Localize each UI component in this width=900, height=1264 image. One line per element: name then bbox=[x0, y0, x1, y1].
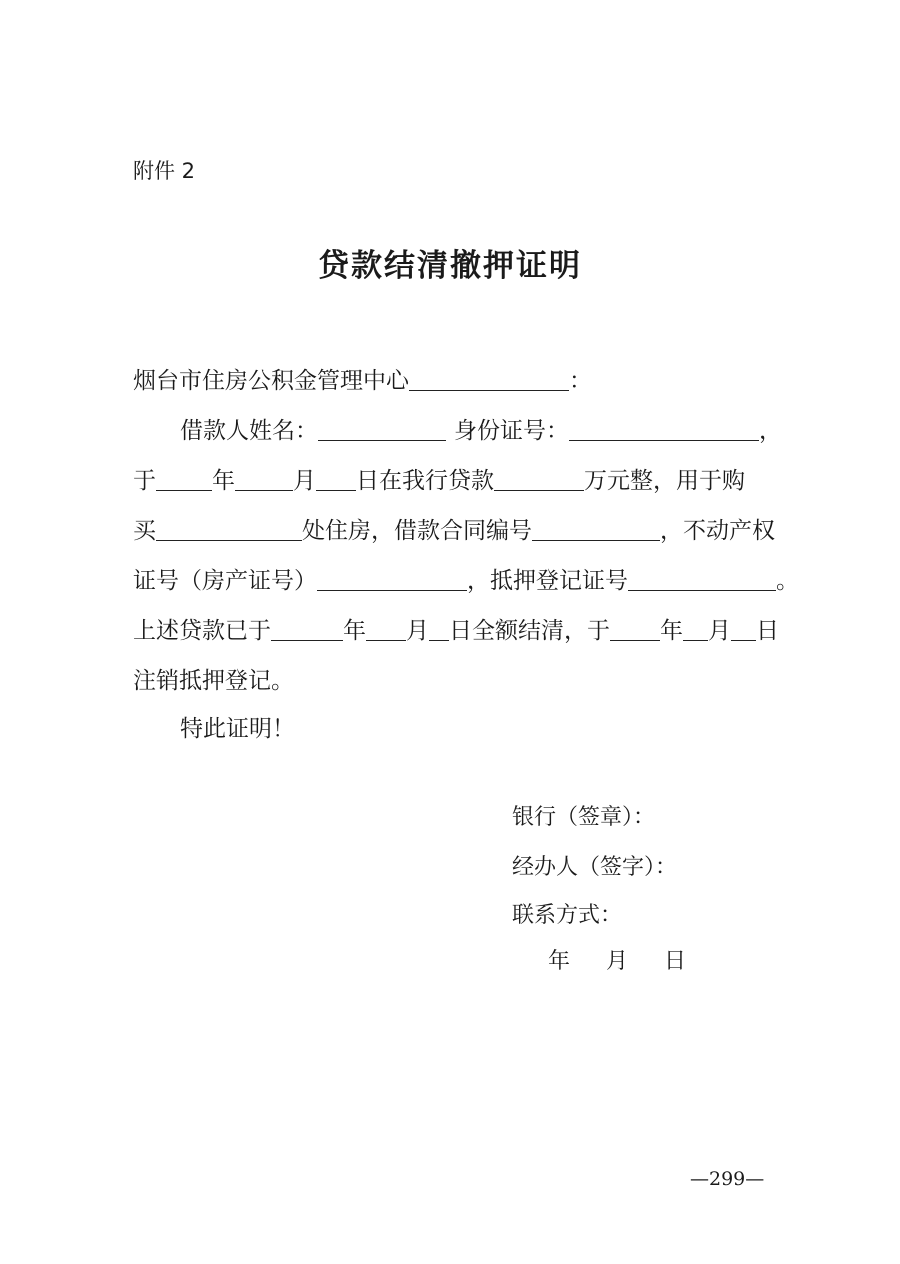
id-number-label: 身份证号： bbox=[454, 418, 569, 444]
borrower-name-blank[interactable] bbox=[318, 416, 446, 441]
contract-number-blank[interactable] bbox=[532, 516, 660, 541]
settle-text-month: 月 bbox=[406, 618, 429, 644]
bank-seal-label: 银行（签章）： bbox=[512, 805, 656, 830]
id-line-comma: ， bbox=[759, 418, 782, 444]
certificate-line bbox=[133, 562, 799, 595]
id-number-blank[interactable] bbox=[569, 416, 759, 441]
addressee-colon: ： bbox=[569, 368, 592, 394]
text-amount-use: 万元整，用于购 bbox=[584, 468, 745, 494]
text-mortgage-reg: ，抵押登记证号 bbox=[467, 568, 628, 594]
loan-amount-blank[interactable] bbox=[494, 466, 584, 491]
borrower-line bbox=[180, 412, 782, 445]
text-yu: 于 bbox=[133, 468, 156, 494]
addressee: 烟台市住房公积金管理中心 bbox=[133, 368, 409, 394]
cancel-year-blank[interactable] bbox=[610, 616, 660, 641]
property-cert-blank[interactable] bbox=[317, 566, 467, 591]
signature-date-day: 日 bbox=[664, 949, 687, 974]
house-contract-line bbox=[133, 512, 775, 545]
loan-date-line bbox=[133, 462, 745, 495]
text-year: 年 bbox=[212, 468, 235, 494]
borrower-name-label: 借款人姓名： bbox=[180, 418, 318, 444]
handler-sign-label: 经办人（签字）： bbox=[512, 855, 678, 880]
text-property-cert: ，不动产权 bbox=[660, 518, 775, 544]
signature-date-year: 年 bbox=[548, 949, 571, 974]
text-month: 月 bbox=[293, 468, 316, 494]
cancel-text-month: 月 bbox=[708, 618, 731, 644]
addressee-line bbox=[133, 362, 592, 395]
cancel-day-blank[interactable] bbox=[731, 616, 756, 641]
cert-line-period: 。 bbox=[776, 568, 799, 594]
house-address-blank[interactable] bbox=[156, 516, 302, 541]
cancel-text-day: 日 bbox=[756, 618, 779, 644]
settle-year-blank[interactable] bbox=[271, 616, 343, 641]
text-cert-no: 证号（房产证号） bbox=[133, 568, 317, 594]
text-buy: 买 bbox=[133, 518, 156, 544]
settlement-line bbox=[133, 612, 779, 645]
loan-year-blank[interactable] bbox=[156, 466, 212, 491]
loan-month-blank[interactable] bbox=[235, 466, 293, 491]
certify-text: 特此证明！ bbox=[180, 716, 295, 742]
settle-day-blank[interactable] bbox=[429, 616, 449, 641]
cancel-text-year: 年 bbox=[660, 618, 683, 644]
settle-text-year: 年 bbox=[343, 618, 366, 644]
text-house-contract: 处住房，借款合同编号 bbox=[302, 518, 532, 544]
attachment-label: 附件 2 bbox=[133, 159, 196, 183]
settle-month-blank[interactable] bbox=[366, 616, 406, 641]
cancel-month-blank[interactable] bbox=[683, 616, 708, 641]
loan-day-blank[interactable] bbox=[316, 466, 356, 491]
page-number: —299— bbox=[690, 1168, 765, 1190]
document-title: 贷款结清撤押证明 bbox=[318, 248, 582, 284]
cancel-registration-text: 注销抵押登记。 bbox=[133, 668, 294, 694]
contact-label: 联系方式： bbox=[512, 903, 623, 928]
signature-date bbox=[548, 944, 686, 975]
addressee-blank[interactable] bbox=[409, 366, 569, 391]
text-loan-from-bank: 日在我行贷款 bbox=[356, 468, 494, 494]
signature-date-month: 月 bbox=[606, 949, 629, 974]
text-fully-settled: 日全额结清，于 bbox=[449, 618, 610, 644]
text-settled-on: 上述贷款已于 bbox=[133, 618, 271, 644]
mortgage-reg-blank[interactable] bbox=[628, 566, 776, 591]
